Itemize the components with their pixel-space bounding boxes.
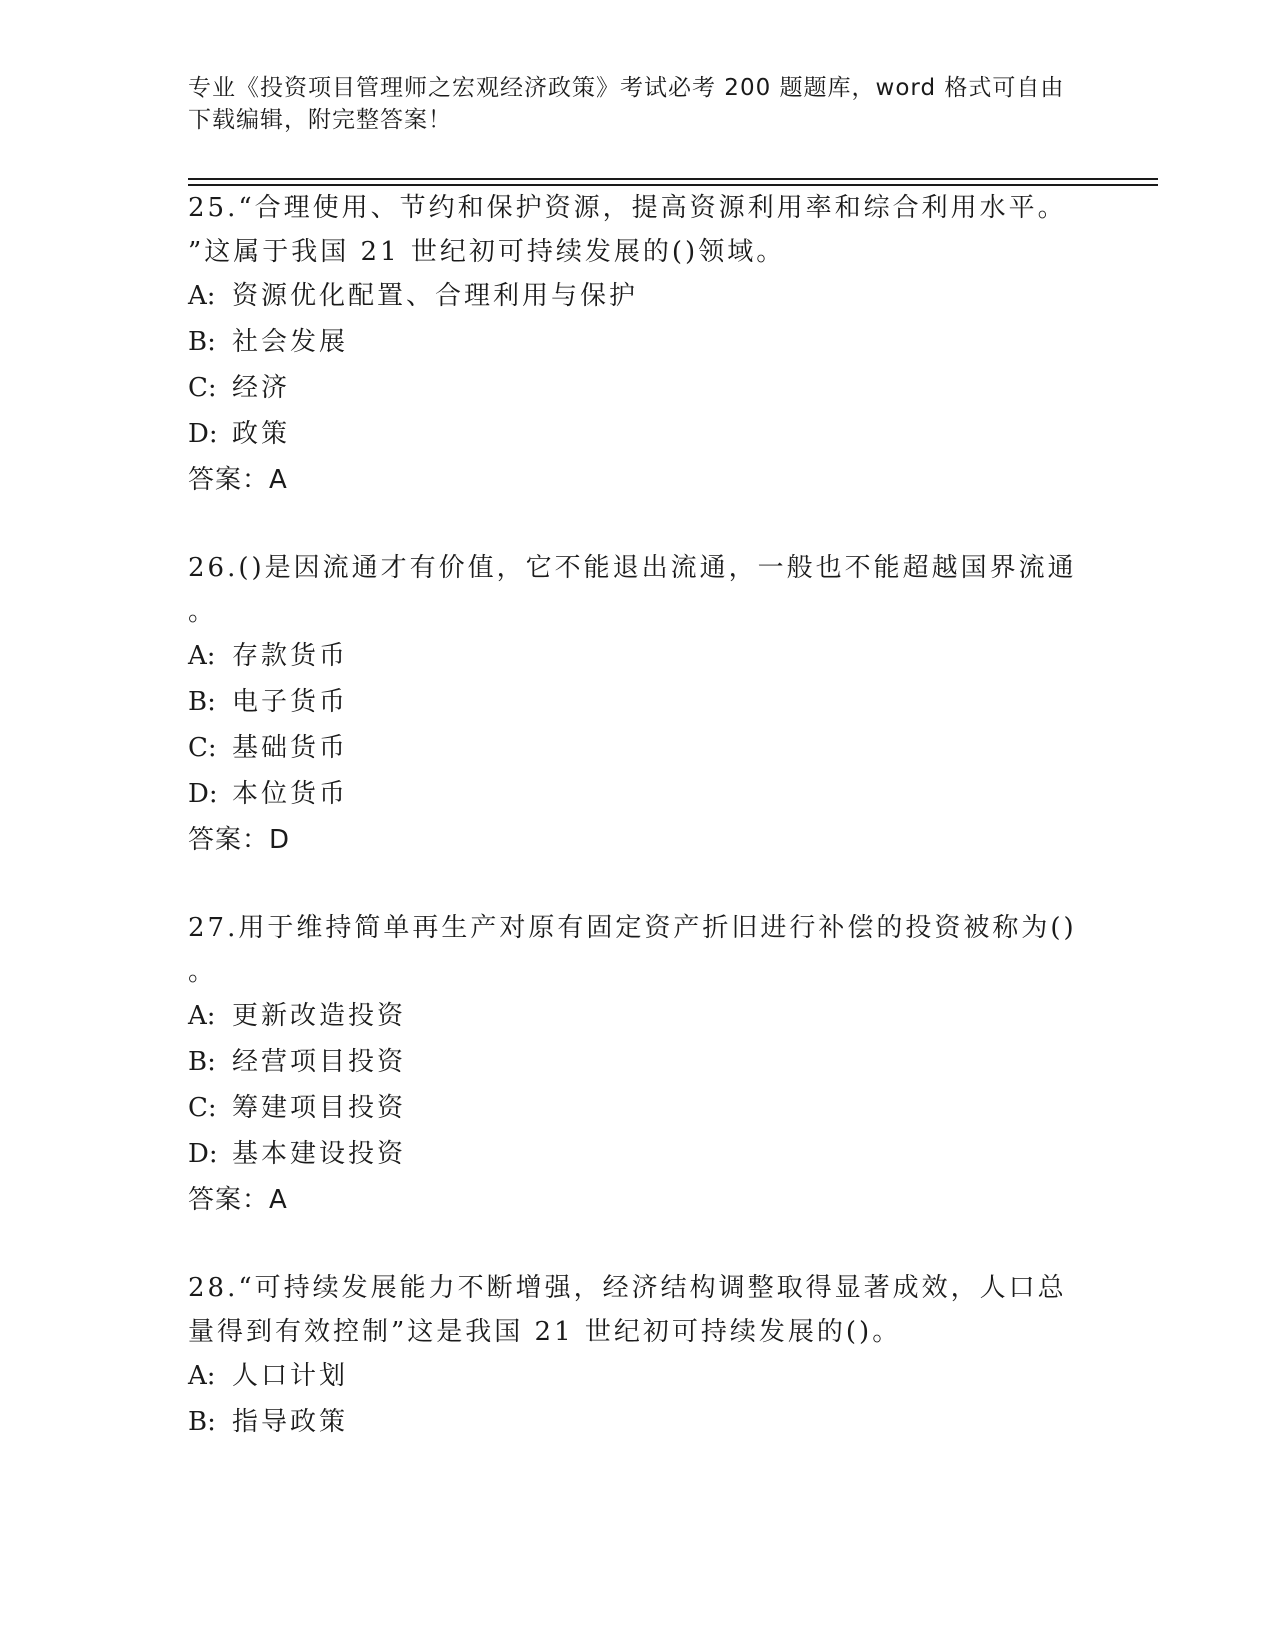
option-text: 经营项目投资 xyxy=(232,1047,407,1077)
option-b xyxy=(188,320,1088,366)
option-c xyxy=(188,366,1088,412)
answer-line: 答案：D xyxy=(188,825,291,855)
option-a xyxy=(188,994,1088,1040)
option-text: 电子货币 xyxy=(232,687,349,717)
option-key: A: xyxy=(188,1001,216,1031)
option-key: B: xyxy=(188,327,216,357)
option-b xyxy=(188,1400,1088,1446)
document-header xyxy=(188,72,1088,136)
option-text: 存款货币 xyxy=(232,641,349,671)
header-line-1: 专业《投资项目管理师之宏观经济政策》考试必考 200 题题库，word 格式可自由 xyxy=(188,75,1065,101)
option-key: D: xyxy=(188,779,218,809)
question-stem-line-1: 27.用于维持简单再生产对原有固定资产折旧进行补偿的投资被称为() xyxy=(188,913,1077,943)
option-text: 社会发展 xyxy=(232,327,349,357)
question-27 xyxy=(188,906,1088,1224)
option-key: C: xyxy=(188,373,217,403)
question-stem-line-2: 。 xyxy=(188,597,218,627)
option-text: 本位货币 xyxy=(232,779,349,809)
option-key: D: xyxy=(188,419,218,449)
option-text: 筹建项目投资 xyxy=(232,1093,407,1123)
question-stem-line-1: 28.“可持续发展能力不断增强，经济结构调整取得显著成效，人口总 xyxy=(188,1273,1067,1303)
question-26 xyxy=(188,546,1088,864)
option-key: C: xyxy=(188,733,217,763)
option-d xyxy=(188,412,1088,458)
answer-line: 答案：A xyxy=(188,465,288,495)
option-text: 基础货币 xyxy=(232,733,349,763)
option-text: 指导政策 xyxy=(232,1407,349,1437)
option-key: B: xyxy=(188,687,216,717)
question-stem-line-1: 25.“合理使用、节约和保护资源，提高资源利用率和综合利用水平。 xyxy=(188,193,1067,223)
option-text: 人口计划 xyxy=(232,1361,349,1391)
option-key: B: xyxy=(188,1407,216,1437)
option-key: C: xyxy=(188,1093,217,1123)
option-a xyxy=(188,274,1088,320)
option-a xyxy=(188,1354,1088,1400)
option-b xyxy=(188,680,1088,726)
question-stem-line-2: ”这属于我国 21 世纪初可持续发展的()领域。 xyxy=(188,237,786,267)
option-text: 基本建设投资 xyxy=(232,1139,407,1169)
option-d xyxy=(188,1132,1088,1178)
question-25 xyxy=(188,186,1088,504)
question-stem-line-2: 量得到有效控制”这是我国 21 世纪初可持续发展的()。 xyxy=(188,1317,902,1347)
option-a xyxy=(188,634,1088,680)
option-d xyxy=(188,772,1088,818)
option-key: A: xyxy=(188,281,216,311)
option-c xyxy=(188,726,1088,772)
option-key: B: xyxy=(188,1047,216,1077)
option-text: 更新改造投资 xyxy=(232,1001,407,1031)
header-divider-top xyxy=(188,178,1158,180)
option-text: 政策 xyxy=(232,419,291,449)
option-key: A: xyxy=(188,641,216,671)
answer-line: 答案：A xyxy=(188,1185,288,1215)
option-text: 经济 xyxy=(232,373,291,403)
option-key: D: xyxy=(188,1139,218,1169)
option-c xyxy=(188,1086,1088,1132)
header-line-2: 下载编辑，附完整答案！ xyxy=(188,107,452,133)
question-28 xyxy=(188,1266,1088,1446)
option-key: A: xyxy=(188,1361,216,1391)
option-text: 资源优化配置、合理利用与保护 xyxy=(232,281,639,311)
option-b xyxy=(188,1040,1088,1086)
question-stem-line-2: 。 xyxy=(188,957,218,987)
question-stem-line-1: 26.()是因流通才有价值，它不能退出流通，一般也不能超越国界流通 xyxy=(188,553,1077,583)
